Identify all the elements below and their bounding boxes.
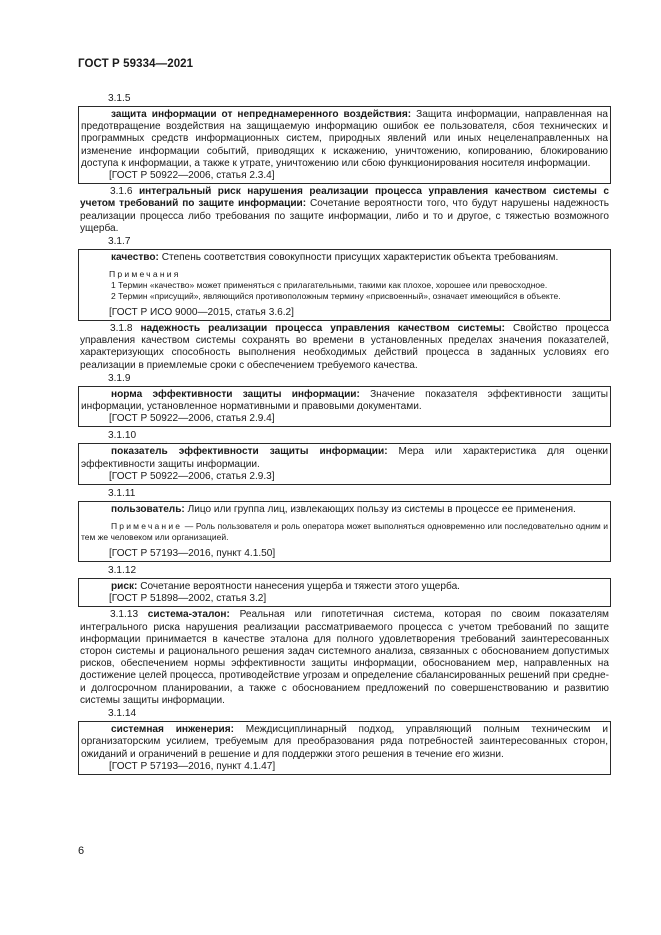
- term-number: 3.1.9: [108, 372, 131, 384]
- term-definition: [78, 186, 611, 235]
- term-name: риск:: [111, 581, 138, 593]
- term-source-reference: [ГОСТ Р 50922—2006, статья 2.9.4]: [109, 413, 275, 425]
- term-number: 3.1.7: [108, 236, 131, 248]
- term-name: качество:: [111, 252, 159, 264]
- term-definition: [79, 109, 610, 170]
- term-box: [78, 249, 611, 321]
- page-number: 6: [78, 845, 85, 857]
- term-text: Защита информации, направленная на предотвращение воздействия на защищаемую информацию ошибок ее пользователя, сбоя технических и программных средств информационных систем, природных явлений или иных нецеленаправленных на изменение информации событий, приводящих к искажению, уничтожению, копированию, блокированию доступа к информации, а также к утрате, уничтожению или сбою функционирования носителя информации.: [81, 109, 608, 169]
- note-item: 2 Термин «присущий», являющийся противоположным термину «присвоенный», означает имеющийся в объекте.: [111, 291, 561, 302]
- term-name: норма эффективности защиты информации:: [111, 388, 360, 400]
- term-definition: [79, 581, 610, 593]
- term-box: [78, 721, 611, 775]
- term-number: 3.1.14: [108, 708, 137, 720]
- term-number: 3.1.6: [110, 186, 133, 198]
- term-name: показатель эффективности защиты информации:: [111, 446, 388, 458]
- term-definition: [78, 323, 611, 372]
- term-box: [78, 443, 611, 485]
- term-text: Лицо или группа лиц, извлекающих пользу из системы в процессе ее применения.: [184, 504, 576, 516]
- term-number: 3.1.8: [110, 323, 133, 335]
- term-box: [78, 386, 611, 428]
- note-item: 1 Термин «качество» может применяться с прилагательными, такими как плохое, хорошее или превосходное.: [111, 280, 548, 291]
- term-box: [78, 106, 611, 184]
- term-definition: [79, 389, 610, 413]
- term-name: система-эталон:: [147, 609, 230, 621]
- term-text: Сочетание вероятности того, что будут нарушены надежность реализации процесса либо требования по защите информации, либо и то и другое, с тяжестью возможного ущерба.: [80, 198, 609, 234]
- term-box: [78, 578, 611, 607]
- term-text: Степень соответствия совокупности присущих характеристик объекта требованиям.: [158, 252, 559, 264]
- term-definition: [78, 609, 611, 707]
- term-name: интегральный риск нарушения реализации процесса управления качеством системы с учетом требований по защите информации:: [80, 186, 609, 210]
- term-name: надежность реализации процесса управления качеством системы:: [140, 323, 506, 335]
- note-text: — Роль пользователя и роль оператора может выполняться одновременно или последовательно одним и тем же человеком или организацией.: [81, 521, 608, 543]
- term-source-reference: [ГОСТ Р ИСО 9000—2015, статья 3.6.2]: [109, 306, 294, 318]
- term-text: Сочетание вероятности нанесения ущерба и тяжести этого ущерба.: [137, 581, 460, 593]
- term-number: 3.1.11: [108, 488, 136, 500]
- term-number: 3.1.12: [108, 565, 137, 577]
- term-definition: [79, 252, 610, 264]
- term-source-reference: [ГОСТ Р 50922—2006, статья 2.9.3]: [109, 470, 275, 482]
- term-text: Междисциплинарный подход, управляющий полным техническим и организаторским усилием, требуемым для преобразования ряда потребностей заинтересованных сторон, ожиданий и ограничений в решение и для поддержки этого решения в течение его жизни.: [81, 724, 608, 760]
- term-text: Значение показателя эффективности защиты информации, установленное нормативными и правовыми документами.: [81, 388, 609, 413]
- term-number: 3.1.13: [110, 609, 139, 621]
- term-text: Мера или характеристика для оценки эффективности защиты информации.: [81, 446, 608, 470]
- term-definition: [79, 446, 610, 470]
- term-name: пользователь:: [111, 504, 185, 516]
- term-source-reference: [ГОСТ Р 51898—2002, статья 3.2]: [109, 593, 267, 605]
- term-box: [78, 501, 611, 562]
- term-number: 3.1.10: [108, 430, 137, 442]
- term-number: 3.1.5: [108, 93, 131, 104]
- terms-section: [78, 92, 611, 777]
- term-source-reference: [ГОСТ Р 57193—2016, пункт 4.1.47]: [109, 760, 276, 772]
- term-name: системная инженерия:: [111, 724, 234, 736]
- term-definition: [79, 504, 610, 516]
- term-name: защита информации от непреднамеренного воздействия:: [111, 109, 412, 120]
- term-source-reference: [ГОСТ Р 57193—2016, пункт 4.1.50]: [109, 547, 276, 559]
- note-item: [79, 521, 610, 543]
- note-label: Примечание: [111, 521, 183, 532]
- term-text: Реальная или гипотетичная система, которая по своим показателям интегрального риска нарушения реализации рассматриваемого процесса с учетом требований по защите информации принимается в качестве эталона для полного удовлетворения требований заинтересованных сторон системы и рационального решения задач системного анализа, связанных с обоснованием допустимых рисков, обеспечением нормы эффективности защиты информации, обоснованием мер, направленных на достижение целей процесса, противодействие угрозам и определение сбалансированных решений при средне- и долгосрочном планировании, а также с обоснованием предложений по совершенствованию и развитию системы защиты информации.: [80, 609, 609, 706]
- term-text: Свойство процесса управления качеством системы сохранять во времени в установленных пределах значения показателей, характеризующих способность выполнения необходимых действий процесса в заданных условиях его реализации в приемлемые сроки с обеспечением требуемого качества.: [80, 323, 609, 371]
- term-definition: [79, 724, 610, 761]
- term-source-reference: [ГОСТ Р 50922—2006, статья 2.3.4]: [109, 170, 275, 182]
- notes-heading: Примечания: [109, 269, 181, 280]
- document-code-header: ГОСТ Р 59334—2021: [78, 58, 194, 70]
